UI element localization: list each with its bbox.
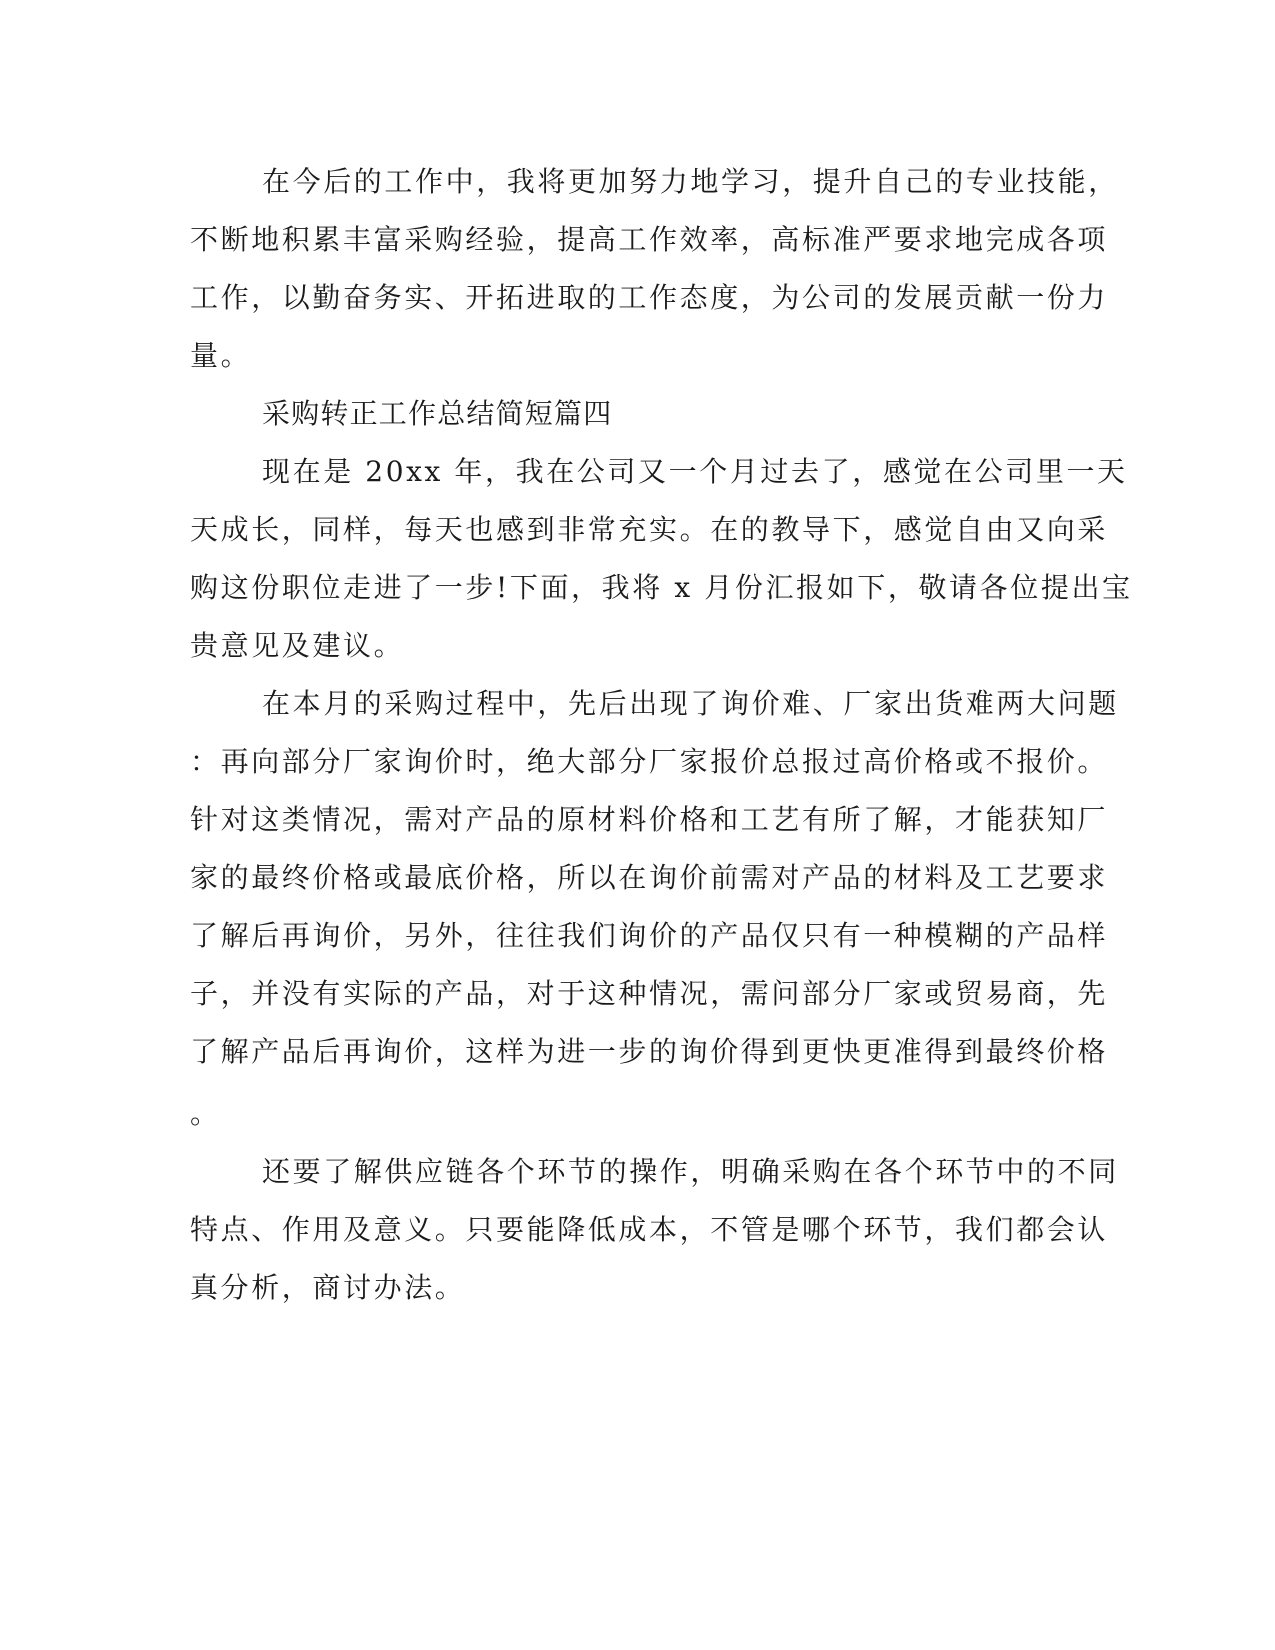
text-line: 现在是 20xx 年，我在公司又一个月过去了，感觉在公司里一天 (262, 455, 1128, 488)
text-line: 家的最终价格或最底价格，所以在询价前需对产品的材料及工艺要求 (190, 861, 1109, 894)
text-line: 针对这类情况，需对产品的原材料价格和工艺有所了解，才能获知厂 (190, 803, 1109, 836)
text-line: 还要了解供应链各个环节的操作，明确采购在各个环节中的不同 (262, 1155, 1119, 1188)
text-line: 了解产品后再询价，这样为进一步的询价得到更快更准得到最终价格 (190, 1035, 1109, 1068)
section-heading: 采购转正工作总结简短篇四 (262, 397, 613, 430)
text-line: 贵意见及建议。 (190, 629, 405, 662)
text-line: 工作，以勤奋务实、开拓进取的工作态度，为公司的发展贡献一份力 (190, 281, 1109, 314)
text-line: 在今后的工作中，我将更加努力地学习，提升自己的专业技能， (262, 165, 1119, 198)
text-line: 真分析，商讨办法。 (190, 1271, 466, 1304)
text-line: 了解后再询价，另外，往往我们询价的产品仅只有一种模糊的产品样 (190, 919, 1109, 952)
text-line: 购这份职位走进了一步!下面，我将 x 月份汇报如下，敬请各位提出宝 (190, 571, 1133, 604)
text-line: 量。 (190, 339, 252, 372)
text-line: 天成长，同样，每天也感到非常充实。在的教导下，感觉自由又向采 (190, 513, 1109, 546)
text-line: 子，并没有实际的产品，对于这种情况，需问部分厂家或贸易商，先 (190, 977, 1109, 1010)
text-line: ：再向部分厂家询价时，绝大部分厂家报价总报过高价格或不报价。 (190, 745, 1109, 778)
text-line: 在本月的采购过程中，先后出现了询价难、厂家出货难两大问题 (262, 687, 1119, 720)
text-line: 特点、作用及意义。只要能降低成本，不管是哪个环节，我们都会认 (190, 1213, 1109, 1246)
text-line: 。 (190, 1097, 221, 1130)
text-line: 不断地积累丰富采购经验，提高工作效率，高标准严要求地完成各项 (190, 223, 1109, 256)
